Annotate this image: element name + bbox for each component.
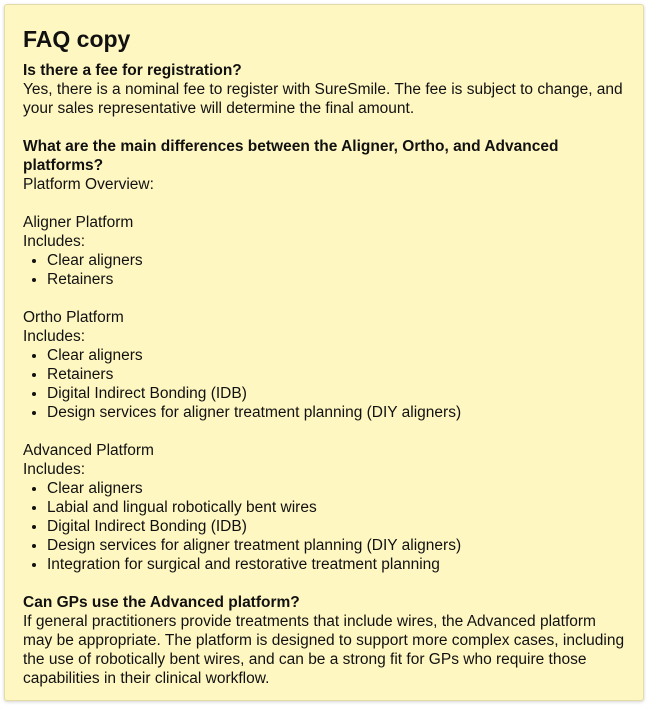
list-item: • Clear aligners: [47, 479, 625, 498]
platform-includes-label: Includes:: [23, 328, 86, 345]
list-item: • Retainers: [47, 365, 625, 384]
list-item: • Clear aligners: [47, 346, 625, 365]
faq-question-gps-advanced: Can GPs use the Advanced platform?: [23, 594, 300, 611]
platform-overview-intro: Platform Overview:: [23, 176, 154, 193]
platform-includes-label: Includes:: [23, 233, 86, 250]
platform-includes-label: Includes:: [23, 461, 86, 478]
platform-feature-list: [23, 251, 625, 289]
list-item: • Design services for aligner treatment planning (DIY aligners): [47, 403, 625, 422]
list-item: • Retainers: [47, 270, 625, 289]
list-item: • Labial and lingual robotically bent wires: [47, 498, 625, 517]
faq-answer-registration-fee: Yes, there is a nominal fee to register with SureSmile. The fee is subject to change, and your sales representative will determine the final amount.: [23, 81, 627, 117]
platform-section-ortho: [23, 308, 625, 422]
platform-section-aligner: [23, 213, 625, 289]
list-item: • Digital Indirect Bonding (IDB): [47, 384, 625, 403]
faq-note-card: [4, 4, 644, 701]
platform-name: Advanced Platform: [23, 442, 154, 459]
list-item: • Clear aligners: [47, 251, 625, 270]
list-item: • Digital Indirect Bonding (IDB): [47, 517, 625, 536]
platform-feature-list: [23, 346, 625, 422]
page-title: FAQ copy: [23, 26, 131, 52]
faq-answer-gps-advanced: If general practitioners provide treatments that include wires, the Advanced platform may be appropriate. The platform is designed to support more complex cases, including the use of robotically bent wires, and can be a strong fit for GPs who require those capabilities in their clinical workflow.: [23, 613, 629, 687]
platform-name: Ortho Platform: [23, 309, 124, 326]
faq-question-registration-fee: Is there a fee for registration?: [23, 62, 242, 79]
list-item: • Design services for aligner treatment planning (DIY aligners): [47, 536, 625, 555]
platform-feature-list: [23, 479, 625, 574]
platform-name: Aligner Platform: [23, 214, 134, 231]
platform-section-advanced: [23, 441, 625, 574]
faq-question-platform-differences: What are the main differences between the Aligner, Ortho, and Advanced platforms?: [23, 138, 559, 174]
list-item: • Integration for surgical and restorative treatment planning: [47, 555, 625, 574]
